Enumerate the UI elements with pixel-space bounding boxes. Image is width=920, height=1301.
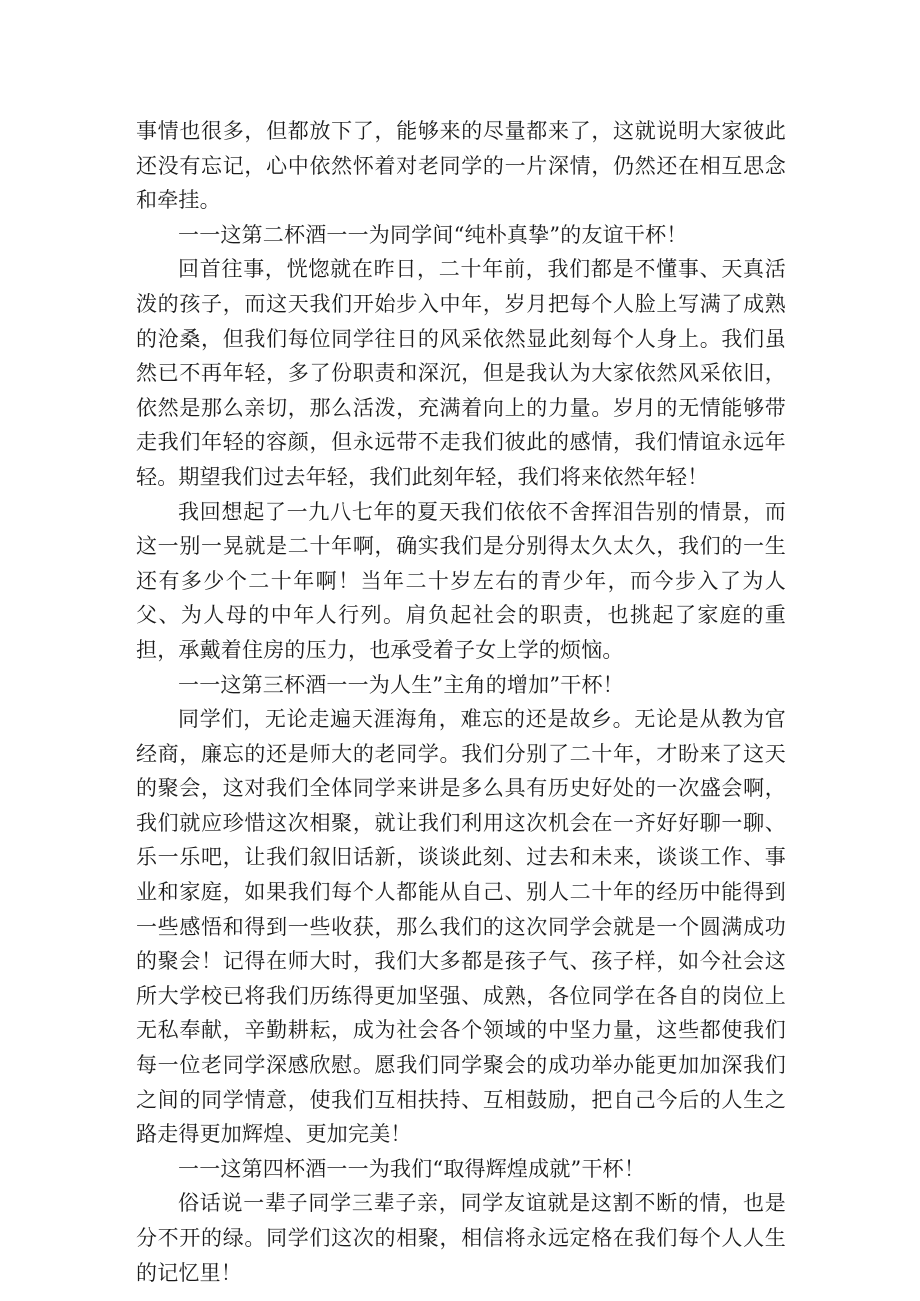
- paragraph-closing: 俗话说一辈子同学三辈子亲，同学友谊就是这割不断的情，也是分不开的绿。同学们这次的相聚，相信将永远定格在我们每个人人生的记忆里！: [136, 1191, 786, 1285]
- toast-third-cup: 一一这第三杯酒一一为人生”主角的增加”干杯！: [178, 672, 624, 697]
- paragraph-continued: 事情也很多，但都放下了，能够来的尽量都来了，这就说明大家彼此还没有忘记，心中依然怀着对老同学的一片深情，仍然还在相互思念和牵挂。: [136, 119, 786, 213]
- toast-fourth-cup: 一一这第四杯酒一一为我们“取得辉煌成就”干杯！: [178, 1156, 646, 1181]
- paragraph-farewell-1987: 我回想起了一九八七年的夏天我们依依不舍挥泪告别的情景，而这一别一晃就是二十年啊，确实我们是分别得太久太久，我们的一生还有多少个二十年啊！当年二十岁左右的青少年，而今步入了为人父、为人母的中年人行列。肩负起社会的职责，也挑起了家庭的重担，承戴着住房的压力，也承受着子女上学的烦恼。: [136, 499, 786, 662]
- paragraph-reunion: 同学们，无论走遍天涯海角，难忘的还是故乡。无论是从教为官经商，廉忘的还是师大的老同学。我们分别了二十年，才盼来了这天的聚会，这对我们全体同学来讲是多么具有历史好处的一次盛会啊，我们就应珍惜这次相聚，就让我们利用这次机会在一齐好好聊一聊、乐一乐吧，让我们叙旧话新，谈谈此刻、过去和未来，谈谈工作、事业和家庭，如果我们每个人都能从自己、别人二十年的经历中能得到一些感悟和得到一些收获，那么我们的这次同学会就是一个圆满成功的聚会！记得在师大时，我们大多都是孩子气、孩子样，如今社会这所大学校已将我们历练得更加坚强、成熟，各位同学在各自的岗位上无私奉献，辛勤耕耘，成为社会各个领域的中坚力量，这些都使我们每一位老同学深感欣慰。愿我们同学聚会的成功举办能更加加深我们之间的同学情意，使我们互相扶持、互相鼓励，把自己今后的人生之路走得更加辉煌、更加完美！: [136, 707, 786, 1147]
- toast-second-cup: 一一这第二杯酒一一为同学间“纯朴真挚”的友谊干杯！: [178, 222, 688, 247]
- document-page: [136, 114, 786, 1290]
- paragraph-memories: 回首往事，恍惚就在昨日，二十年前，我们都是不懂事、天真活泼的孩子，而这天我们开始步入中年，岁月把每个人脸上写满了成熟的沧桑，但我们每位同学往日的风采依然显此刻每个人身上。我们虽然已不再年轻，多了份职责和深沉，但是我认为大家依然风采依旧，依然是那么亲切，那么活泼，充满着向上的力量。岁月的无情能够带走我们年轻的容颜，但永远带不走我们彼此的感情，我们情谊永远年轻。期望我们过去年轻，我们此刻年轻，我们将来依然年轻！: [136, 257, 786, 489]
